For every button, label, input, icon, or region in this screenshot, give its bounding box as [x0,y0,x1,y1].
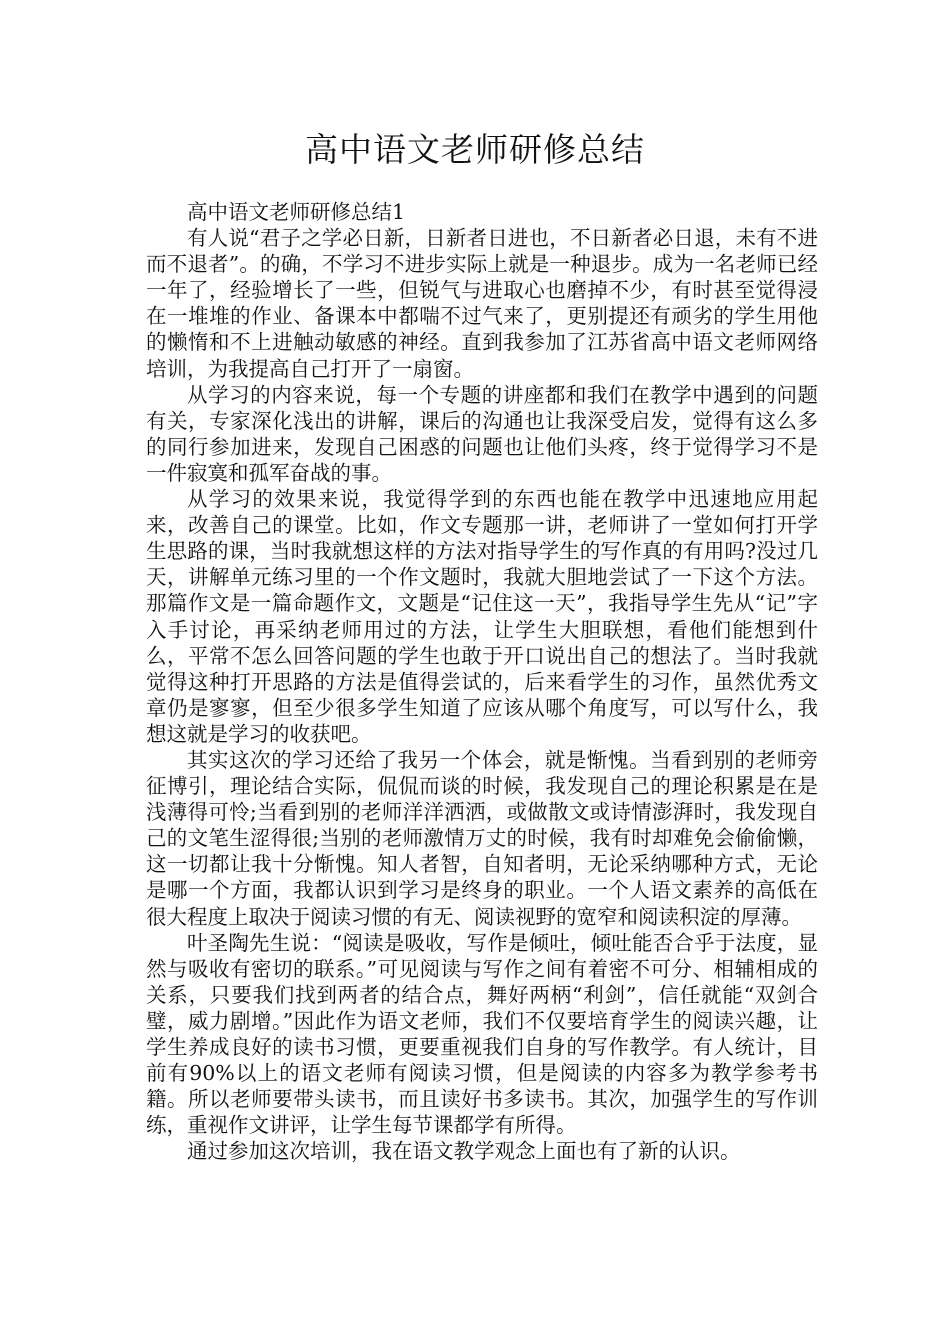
section-heading: 高中语文老师研修总结1 [187,200,406,224]
paragraph: 有人说“君子之学必日新，日新者日进也，不日新者必日退，未有不进而不退者”。的确，不学习不进步实际上就是一种退步。成为一名老师已经一年了，经验增长了一些，但锐气与进取心也磨掉不少，有时甚至觉得浸在一堆堆的作业、备课本中都喘不过气来了，更别提还有顽劣的学生用他的懒惰和不上进触动敏感的神经。直到我参加了江苏省高中语文老师网络培训，为我提高自己打开了一扇窗。 [146,226,818,381]
paragraph: 通过参加这次培训，我在语文教学观念上面也有了新的认识。 [187,1139,741,1164]
paragraph: 从学习的效果来说，我觉得学到的东西也能在教学中迅速地应用起来，改善自己的课堂。比如，作文专题那一讲，老师讲了一堂如何打开学生思路的课，当时我就想这样的方法对指导学生的写作真的有用吗?没过几天，讲解单元练习里的一个作文题时，我就大胆地尝试了一下这个方法。那篇作文是一篇命题作文，文题是“记住这一天”，我指导学生先从“记”字入手讨论，再采纳老师用过的方法，让学生大胆联想，看他们能想到什么，平常不怎么回答问题的学生也敢于开口说出自己的想法了。当时我就觉得这种打开思路的方法是值得尝试的，后来看学生的习作，虽然优秀文章仍是寥寥，但至少很多学生知道了应该从哪个角度写，可以写什么，我想这就是学习的收获吧。 [146,487,818,746]
paragraph: 叶圣陶先生说：“阅读是吸收，写作是倾吐，倾吐能否合乎于法度，显然与吸收有密切的联系。”可见阅读与写作之间有着密不可分、相辅相成的关系，只要我们找到两者的结合点，舞好两柄“利剑”，信任就能“双剑合璧，威力剧增。”因此作为语文老师，我们不仅要培育学生的阅读兴趣，让学生养成良好的读书习惯，更要重视我们自身的写作教学。有人统计，目前有90%以上的语文老师有阅读习惯，但是阅读的内容多为教学参考书籍。所以老师要带头读书，而且读好书多读书。其次，加强学生的写作训练，重视作文讲评，让学生每节课都学有所得。 [146,930,818,1138]
paragraph: 从学习的内容来说，每一个专题的讲座都和我们在教学中遇到的问题有关，专家深化浅出的讲解，课后的沟通也让我深受启发，觉得有这么多的同行参加进来，发现自己困惑的问题也让他们头疼，终于觉得学习不是一件寂寞和孤军奋战的事。 [146,382,818,485]
document-body [146,199,818,1164]
document-title: 高中语文老师研修总结 [305,130,645,169]
paragraph: 其实这次的学习还给了我另一个体会，就是惭愧。当看到别的老师旁征博引，理论结合实际，侃侃而谈的时候，我发现自己的理论积累是在是浅薄得可怜;当看到别的老师洋洋洒洒，或做散文或诗情澎湃时，我发现自己的文笔生涩得很;当别的老师激情万丈的时候，我有时却难免会偷偷懒，这一切都让我十分惭愧。知人者智，自知者明，无论采纳哪种方式，无论是哪一个方面，我都认识到学习是终身的职业。一个人语文素养的高低在很大程度上取决于阅读习惯的有无、阅读视野的宽窄和阅读积淀的厚薄。 [146,747,818,929]
